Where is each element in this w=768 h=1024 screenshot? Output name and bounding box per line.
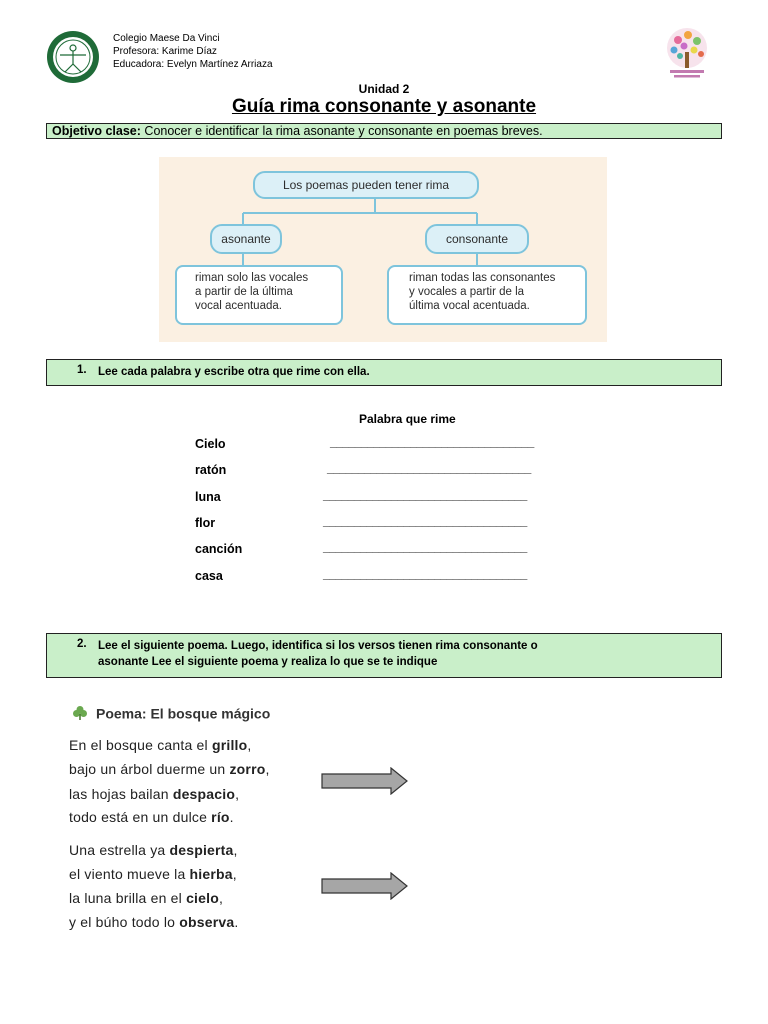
poem-verse: y el búho todo lo observa. xyxy=(69,914,239,930)
word-item: Cielo xyxy=(195,437,226,451)
rhyme-diagram xyxy=(159,157,607,342)
diagram-consonante-desc xyxy=(387,265,587,325)
diagram-asonante-line: riman solo las vocales xyxy=(195,272,309,284)
question-1-band xyxy=(46,359,722,386)
answer-line[interactable]: _________________________________ xyxy=(327,461,531,475)
poem-verse: Una estrella ya despierta, xyxy=(69,842,238,858)
diagram-asonante-line: a partir de la última xyxy=(195,286,293,298)
objective-text: Conocer e identificar la rima asonante y consonante en poemas breves. xyxy=(144,124,543,138)
page-title: Guía rima consonante y asonante xyxy=(231,96,537,117)
educator-name: Educadora: Evelyn Martínez Arriaza xyxy=(113,59,273,70)
school-name: Colegio Maese Da Vinci xyxy=(113,33,220,44)
poem-title-text: Poema: El bosque mágico xyxy=(96,705,271,722)
word-item: ratón xyxy=(195,463,227,477)
answer-line[interactable]: _________________________________ xyxy=(323,540,527,554)
question-2-number: 2. xyxy=(77,638,87,650)
right-arrow-icon xyxy=(321,872,409,900)
teacher-name: Profesora: Karime Díaz xyxy=(113,46,217,57)
word-item: casa xyxy=(195,569,223,583)
diagram-top-pill: Los poemas pueden tener rima xyxy=(253,171,479,199)
poem-verse: el viento mueve la hierba, xyxy=(69,866,237,882)
poem-title xyxy=(72,704,270,721)
diagram-consonante-line: riman todas las consonantes xyxy=(409,272,556,284)
question-2-text xyxy=(98,638,691,670)
poem-verse: la luna brilla en el cielo, xyxy=(69,890,224,906)
answer-line[interactable]: _________________________________ xyxy=(323,567,527,581)
answer-line[interactable]: _________________________________ xyxy=(323,488,527,502)
poem-verse: las hojas bailan despacio, xyxy=(69,786,240,802)
tree-program-logo xyxy=(656,26,718,82)
question-2-line: Lee el siguiente poema. Luego, identifica si los versos tienen rima consonante o xyxy=(98,640,538,652)
poem-verse: todo está en un dulce río. xyxy=(69,809,234,825)
answer-line[interactable]: _________________________________ xyxy=(330,435,534,449)
poem-verse: bajo un árbol duerme un zorro, xyxy=(69,761,270,777)
diagram-consonante-line: última vocal acentuada. xyxy=(409,300,530,312)
word-item: canción xyxy=(195,542,243,556)
school-crest-logo xyxy=(46,30,100,84)
objective-band xyxy=(46,123,722,139)
question-2-band xyxy=(46,633,722,678)
question-1-text: Lee cada palabra y escribe otra que rime con ella. xyxy=(98,366,370,378)
answer-line[interactable]: _________________________________ xyxy=(323,514,527,528)
objective-label: Objetivo clase: xyxy=(52,124,141,138)
poem-verse: En el bosque canta el grillo, xyxy=(69,737,252,753)
word-item: luna xyxy=(195,490,221,504)
right-arrow-icon xyxy=(321,767,409,795)
school-info xyxy=(113,32,273,71)
question-2-line: asonante Lee el siguiente poema y realiza lo que se te indique xyxy=(98,656,438,668)
wordlist-header: Palabra que rime xyxy=(359,412,456,426)
diagram-asonante-pill: asonante xyxy=(210,224,282,254)
word-item: flor xyxy=(195,516,216,530)
question-1-number: 1. xyxy=(77,364,87,376)
clover-icon xyxy=(72,705,88,721)
diagram-consonante-pill: consonante xyxy=(425,224,529,254)
diagram-asonante-line: vocal acentuada. xyxy=(195,300,282,312)
unit-label: Unidad 2 xyxy=(358,82,410,96)
diagram-consonante-line: y vocales a partir de la xyxy=(409,286,525,298)
diagram-asonante-desc xyxy=(175,265,343,325)
